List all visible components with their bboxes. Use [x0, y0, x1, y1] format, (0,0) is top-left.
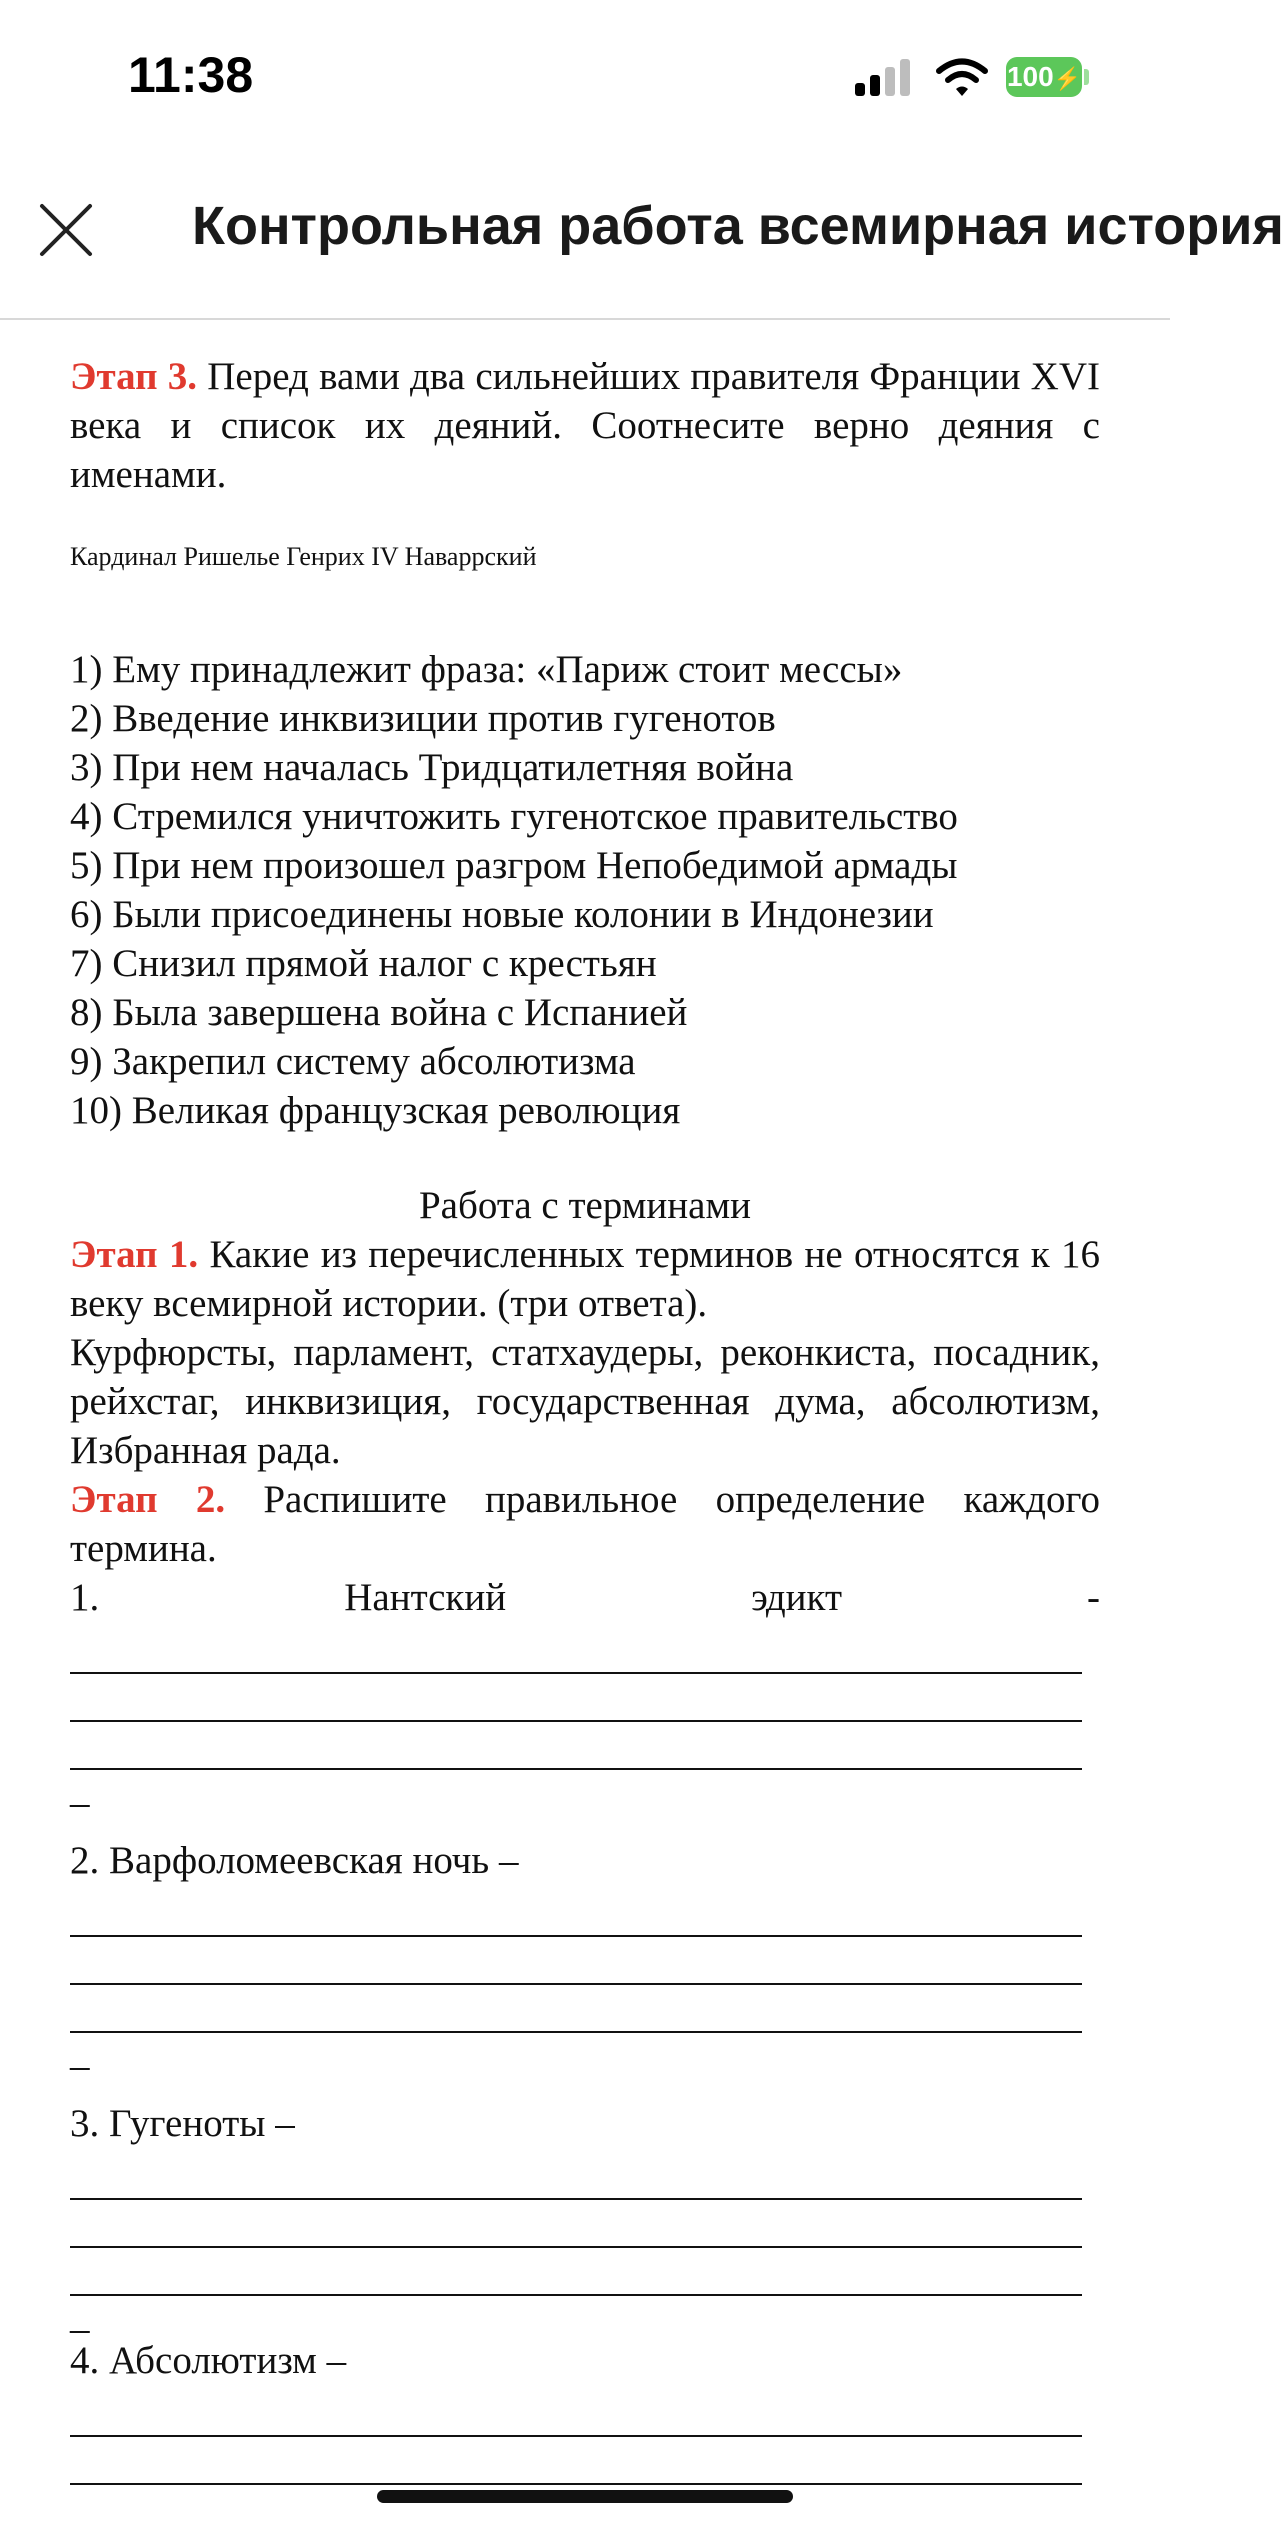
- answer-line[interactable]: [70, 2248, 1082, 2296]
- stage2-paragraph: [70, 1475, 1100, 1573]
- term-1-heading: [70, 1573, 1100, 1622]
- list-item: 1) Ему принадлежит фраза: «Париж стоит мессы»: [70, 648, 903, 691]
- trailing-underscore: _: [70, 2294, 90, 2337]
- term-4-heading: 4. Абсолютизм –: [70, 2339, 347, 2382]
- battery-indicator: 100⚡: [1006, 57, 1082, 97]
- list-item: 3) При нем началась Тридцатилетняя война: [70, 746, 794, 789]
- stage2-text: Распишите правильное определение каждого термина.: [70, 1478, 1100, 1570]
- stage1-label: Этап 1.: [70, 1233, 199, 1276]
- trailing-underscore: _: [70, 1768, 90, 1811]
- cellular-signal-icon: [855, 58, 913, 96]
- status-bar: [0, 0, 1170, 150]
- rulers-names: Кардинал Ришелье Генрих IV Наваррский: [70, 542, 537, 571]
- home-indicator[interactable]: [377, 2490, 793, 2503]
- stage3-paragraph: [70, 352, 1100, 499]
- term-1-dash: -: [1087, 1576, 1100, 1619]
- trailing-underscore: _: [70, 2031, 90, 2074]
- answer-line[interactable]: [70, 1937, 1082, 1985]
- answer-line[interactable]: [70, 2200, 1082, 2248]
- term-2-heading: 2. Варфоломеевская ночь –: [70, 1839, 519, 1882]
- list-item: 4) Стремился уничтожить гугенотское правительство: [70, 795, 958, 838]
- list-item: 5) При нем произошел разгром Непобедимой армады: [70, 844, 958, 887]
- close-icon[interactable]: [38, 202, 94, 258]
- answer-line[interactable]: [70, 1722, 1082, 1770]
- term-1-number: 1.: [70, 1576, 100, 1619]
- list-item: 6) Были присоединены новые колонии в Индонезии: [70, 893, 934, 936]
- list-item: 10) Великая французская революция: [70, 1089, 681, 1132]
- answer-line[interactable]: [70, 1985, 1082, 2033]
- term-1-word-b: эдикт: [751, 1576, 843, 1619]
- answer-line[interactable]: [70, 2148, 1082, 2200]
- wifi-icon: [935, 58, 989, 98]
- deeds-list: [70, 645, 1100, 1135]
- stage3-text: Перед вами два сильнейших правителя Франции XVI века и список их деяний. Соотнесите верно деяния с именами.: [70, 355, 1100, 496]
- answer-line[interactable]: [70, 1674, 1082, 1722]
- stage1-paragraph: [70, 1230, 1100, 1328]
- answer-line[interactable]: [70, 2437, 1082, 2485]
- term-3-heading: 3. Гугеноты –: [70, 2102, 295, 2145]
- stage3-label: Этап 3.: [70, 355, 198, 398]
- list-item: 8) Была завершена война с Испанией: [70, 991, 688, 1034]
- answer-line[interactable]: [70, 1885, 1082, 1937]
- terms-list: Курфюрсты, парламент, статхаудеры, реконкиста, посадник, рейхстаг, инквизиция, государственная дума, абсолютизм, Избранная рада.: [70, 1331, 1100, 1472]
- list-item: 7) Снизил прямой налог с крестьян: [70, 942, 657, 985]
- answer-line[interactable]: [70, 2385, 1082, 2437]
- document-content: [70, 352, 1100, 2485]
- battery-nub: [1084, 69, 1089, 85]
- stage1-text: Какие из перечисленных терминов не относятся к 16 веку всемирной истории. (три ответа).: [70, 1233, 1101, 1325]
- app-header: [0, 150, 1284, 320]
- answer-line[interactable]: [70, 1622, 1082, 1674]
- list-item: 2) Введение инквизиции против гугенотов: [70, 697, 776, 740]
- term-1-word-a: Нантский: [344, 1576, 507, 1619]
- status-time: 11:38: [128, 47, 254, 103]
- section-title: Работа с терминами: [418, 1184, 751, 1227]
- document-title: Контрольная работа всемирная история: [192, 196, 1284, 256]
- list-item: 9) Закрепил систему абсолютизма: [70, 1040, 636, 1083]
- stage2-label: Этап 2.: [70, 1478, 226, 1521]
